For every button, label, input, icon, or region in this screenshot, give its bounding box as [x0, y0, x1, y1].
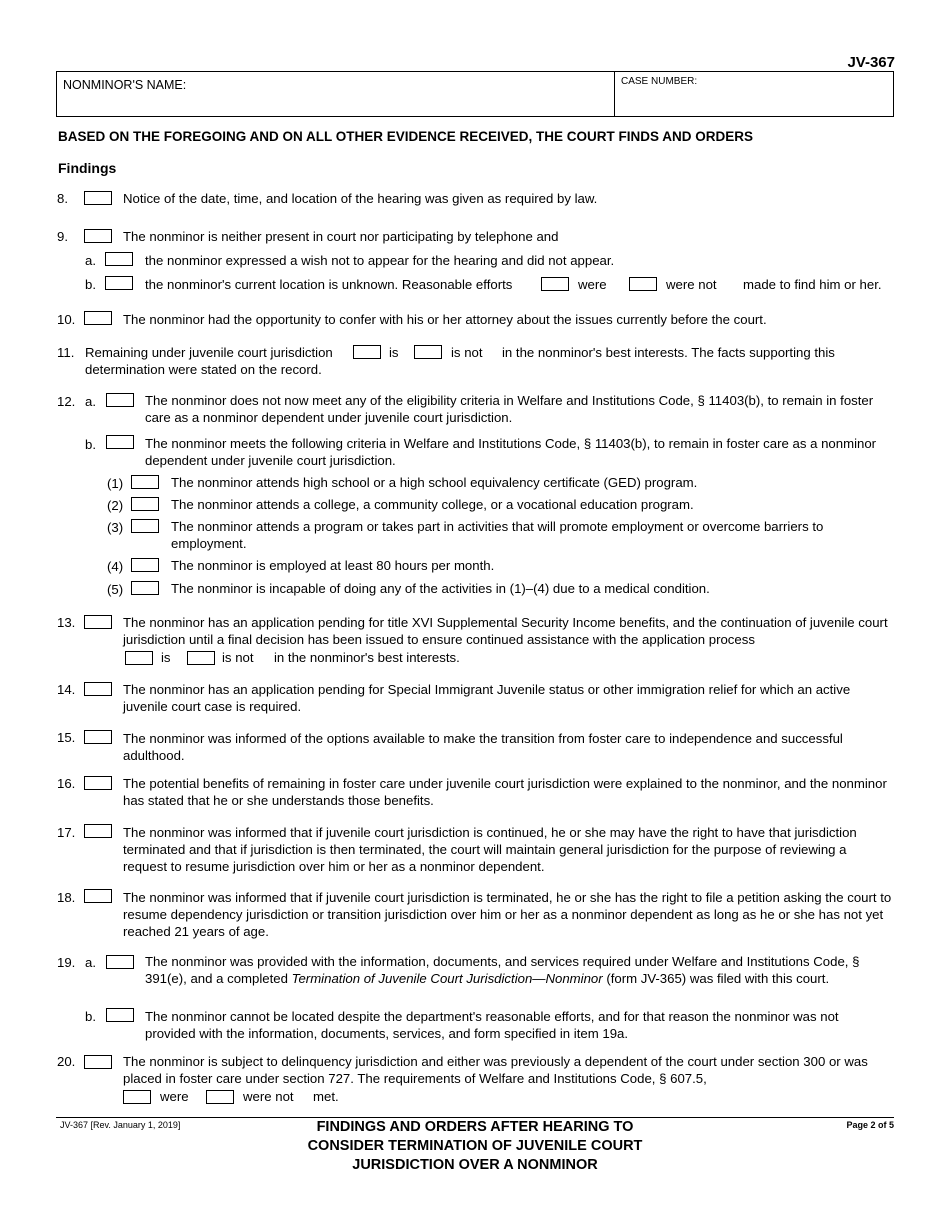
item-9a-text: the nonminor expressed a wish not to appear for the hearing and did not appear.: [145, 253, 615, 268]
item-10-number: 10.: [57, 312, 76, 327]
footer-title-line1: FINDINGS AND ORDERS AFTER HEARING TO: [316, 1119, 634, 1135]
item-15-number: 15.: [57, 730, 76, 745]
item-9a-label: a.: [85, 253, 96, 268]
item-12b-3-checkbox[interactable]: [131, 519, 159, 533]
footer-form-title: [245, 1118, 705, 1175]
item-8-number: 8.: [57, 191, 68, 206]
item-18-checkbox[interactable]: [84, 889, 112, 903]
item-11-is-label: is: [389, 345, 399, 360]
item-12b-5-checkbox[interactable]: [131, 581, 159, 595]
item-9b-checkbox[interactable]: [105, 276, 133, 290]
item-13-is-label: is: [161, 650, 171, 665]
item-11-is-not-label: is not: [451, 345, 483, 360]
item-12b-4-checkbox[interactable]: [131, 558, 159, 572]
item-12b-2-checkbox[interactable]: [131, 497, 159, 511]
item-12a-checkbox[interactable]: [106, 393, 134, 407]
item-10-text: The nonminor had the opportunity to confer with his or her attorney about the issues currently before the court.: [123, 312, 767, 327]
item-9b-label: b.: [85, 277, 96, 292]
item-12b-label: b.: [85, 437, 96, 452]
item-12b-1-text: The nonminor attends high school or a high school equivalency certificate (GED) program.: [171, 475, 698, 490]
item-19b-label: b.: [85, 1009, 96, 1024]
item-15-text: The nonminor was informed of the options available to make the transition from foster care to independence and successful adulthood.: [123, 731, 843, 763]
item-16-checkbox[interactable]: [84, 776, 112, 790]
item-18-text: The nonminor was informed that if juvenile court jurisdiction is terminated, he or she has the right to file a petition asking the court to resume dependency jurisdiction or transition jurisdiction over him or her as a nonminor dependent as long as he or she has not yet reached 21 years of age.: [123, 890, 892, 939]
findings-heading: Findings: [58, 160, 117, 176]
item-20-were-not-checkbox[interactable]: [206, 1090, 234, 1104]
footer-title-line2: CONSIDER TERMINATION OF JUVENILE COURT: [307, 1138, 643, 1154]
item-12b-4-text: The nonminor is employed at least 80 hours per month.: [171, 558, 495, 573]
nonminor-name-field[interactable]: [57, 72, 615, 116]
item-9b-were-not-checkbox[interactable]: [629, 277, 657, 291]
item-9a-checkbox[interactable]: [105, 252, 133, 266]
item-20-tail: met.: [313, 1089, 339, 1104]
item-19a-label: a.: [85, 955, 96, 970]
item-20-were-not-label: were not: [243, 1089, 294, 1104]
caption-box: [56, 71, 894, 117]
item-20-were-checkbox[interactable]: [123, 1090, 151, 1104]
item-19a-text-part1: The nonminor was provided with the information, documents, and services required under Welfare and Institutions Code, § 391(e), and a completed: [145, 954, 860, 986]
nonminor-name-label: NONMINOR'S NAME:: [63, 78, 187, 92]
item-20-were-label: were: [160, 1089, 189, 1104]
item-12b-3-text: The nonminor attends a program or takes part in activities that will promote employment or overcome barriers to employment.: [171, 519, 824, 551]
item-17-text: The nonminor was informed that if juvenile court jurisdiction is continued, he or she may have the right to have that jurisdiction terminated and that if jurisdiction is then terminated, the court will maintain general jurisdiction for the purpose of reviewing a request to resume jurisdiction over him or her as a nonminor dependent.: [123, 825, 857, 874]
item-13-is-not-checkbox[interactable]: [187, 651, 215, 665]
item-16-number: 16.: [57, 776, 76, 791]
item-13-tail: in the nonminor's best interests.: [274, 650, 460, 665]
item-19-number: 19.: [57, 955, 76, 970]
item-12b-2-label: (2): [107, 498, 124, 513]
item-19a-text-part2: (form JV-365) was filed with this court.: [602, 971, 830, 986]
item-9b-text: the nonminor's current location is unknown. Reasonable efforts: [145, 277, 513, 292]
item-14-number: 14.: [57, 682, 76, 697]
item-12a-label: a.: [85, 394, 96, 409]
item-20-checkbox[interactable]: [84, 1055, 112, 1069]
item-13-checkbox[interactable]: [84, 615, 112, 629]
item-20-text: The nonminor is subject to delinquency jurisdiction and either was previously a dependent of the court under section 300 or was placed in foster care under section 727. The requirements of Welfare and Institutions Code, § 607.5,: [123, 1054, 868, 1086]
item-20-number: 20.: [57, 1054, 76, 1069]
intro-heading: BASED ON THE FOREGOING AND ON ALL OTHER EVIDENCE RECEIVED, THE COURT FINDS AND ORDERS: [58, 129, 754, 144]
item-8-checkbox[interactable]: [84, 191, 112, 205]
item-13-text: The nonminor has an application pending for title XVI Supplemental Security Income benefits, and the continuation of juvenile court jurisdiction until a final decision has been issued to ensure continued assistance with the application process: [123, 615, 888, 647]
item-13-is-checkbox[interactable]: [125, 651, 153, 665]
item-9b-were-not-label: were not: [666, 277, 717, 292]
item-11-number: 11.: [57, 345, 75, 360]
item-9-number: 9.: [57, 229, 68, 244]
item-13-is-not-label: is not: [222, 650, 254, 665]
item-12b-1-checkbox[interactable]: [131, 475, 159, 489]
item-11-line2: determination were stated on the record.: [85, 362, 322, 377]
item-11-tail: in the nonminor's best interests. The facts supporting this: [502, 345, 835, 360]
case-number-label: CASE NUMBER:: [621, 76, 698, 87]
item-14-text: The nonminor has an application pending for Special Immigrant Juvenile status or other immigration relief for which an active juvenile court case is required.: [123, 682, 851, 714]
item-9-checkbox[interactable]: [84, 229, 112, 243]
item-11-is-not-checkbox[interactable]: [414, 345, 442, 359]
item-12b-checkbox[interactable]: [106, 435, 134, 449]
footer-title-line3: JURISDICTION OVER A NONMINOR: [352, 1157, 598, 1173]
item-19a-form-title: Termination of Juvenile Court Jurisdiction—Nonminor: [291, 971, 603, 986]
item-19a-checkbox[interactable]: [106, 955, 134, 969]
item-12b-2-text: The nonminor attends a college, a community college, or a vocational education program.: [171, 497, 694, 512]
item-14-checkbox[interactable]: [84, 682, 112, 696]
form-id: JV-367: [847, 54, 895, 71]
footer-form-revision: JV-367 [Rev. January 1, 2019]: [60, 1120, 181, 1130]
item-8-text: Notice of the date, time, and location of the hearing was given as required by law.: [123, 191, 598, 206]
item-9b-were-label: were: [578, 277, 607, 292]
item-12b-1-label: (1): [107, 476, 124, 491]
item-11-text: Remaining under juvenile court jurisdiction: [85, 345, 333, 360]
item-17-checkbox[interactable]: [84, 824, 112, 838]
item-18-number: 18.: [57, 890, 76, 905]
item-17-number: 17.: [57, 825, 76, 840]
item-19a-text: [145, 953, 875, 987]
footer-page-number: Page 2 of 5: [846, 1120, 894, 1130]
item-9-text: The nonminor is neither present in court nor participating by telephone and: [123, 229, 559, 244]
item-12b-5-label: (5): [107, 582, 124, 597]
item-9b-were-checkbox[interactable]: [541, 277, 569, 291]
item-16-text: The potential benefits of remaining in foster care under juvenile court jurisdiction were explained to the nonminor, and the nonminor has stated that he or she understands those benefits.: [123, 776, 887, 808]
item-12-number: 12.: [57, 394, 76, 409]
item-9b-tail: made to find him or her.: [743, 277, 882, 292]
item-19b-checkbox[interactable]: [106, 1008, 134, 1022]
item-12b-3-label: (3): [107, 520, 124, 535]
item-12b-text: The nonminor meets the following criteria in Welfare and Institutions Code, § 11403(b), to remain in foster care as a nonminor dependent under juvenile court jurisdiction.: [145, 436, 877, 468]
item-11-is-checkbox[interactable]: [353, 345, 381, 359]
item-19b-text: The nonminor cannot be located despite the department's reasonable efforts, and for that reason the nonminor was not provided with the information, documents, services, and form specified in item 19a.: [145, 1009, 839, 1041]
item-12b-5-text: The nonminor is incapable of doing any of the activities in (1)–(4) due to a medical condition.: [171, 581, 710, 596]
item-12b-4-label: (4): [107, 559, 124, 574]
item-12a-text: The nonminor does not now meet any of the eligibility criteria in Welfare and Institutions Code, § 11403(b), to remain in foster care as a nonminor dependent under juvenile court jurisdiction.: [145, 393, 874, 425]
item-13-number: 13.: [57, 615, 76, 630]
item-15-checkbox[interactable]: [84, 730, 112, 744]
item-10-checkbox[interactable]: [84, 311, 112, 325]
